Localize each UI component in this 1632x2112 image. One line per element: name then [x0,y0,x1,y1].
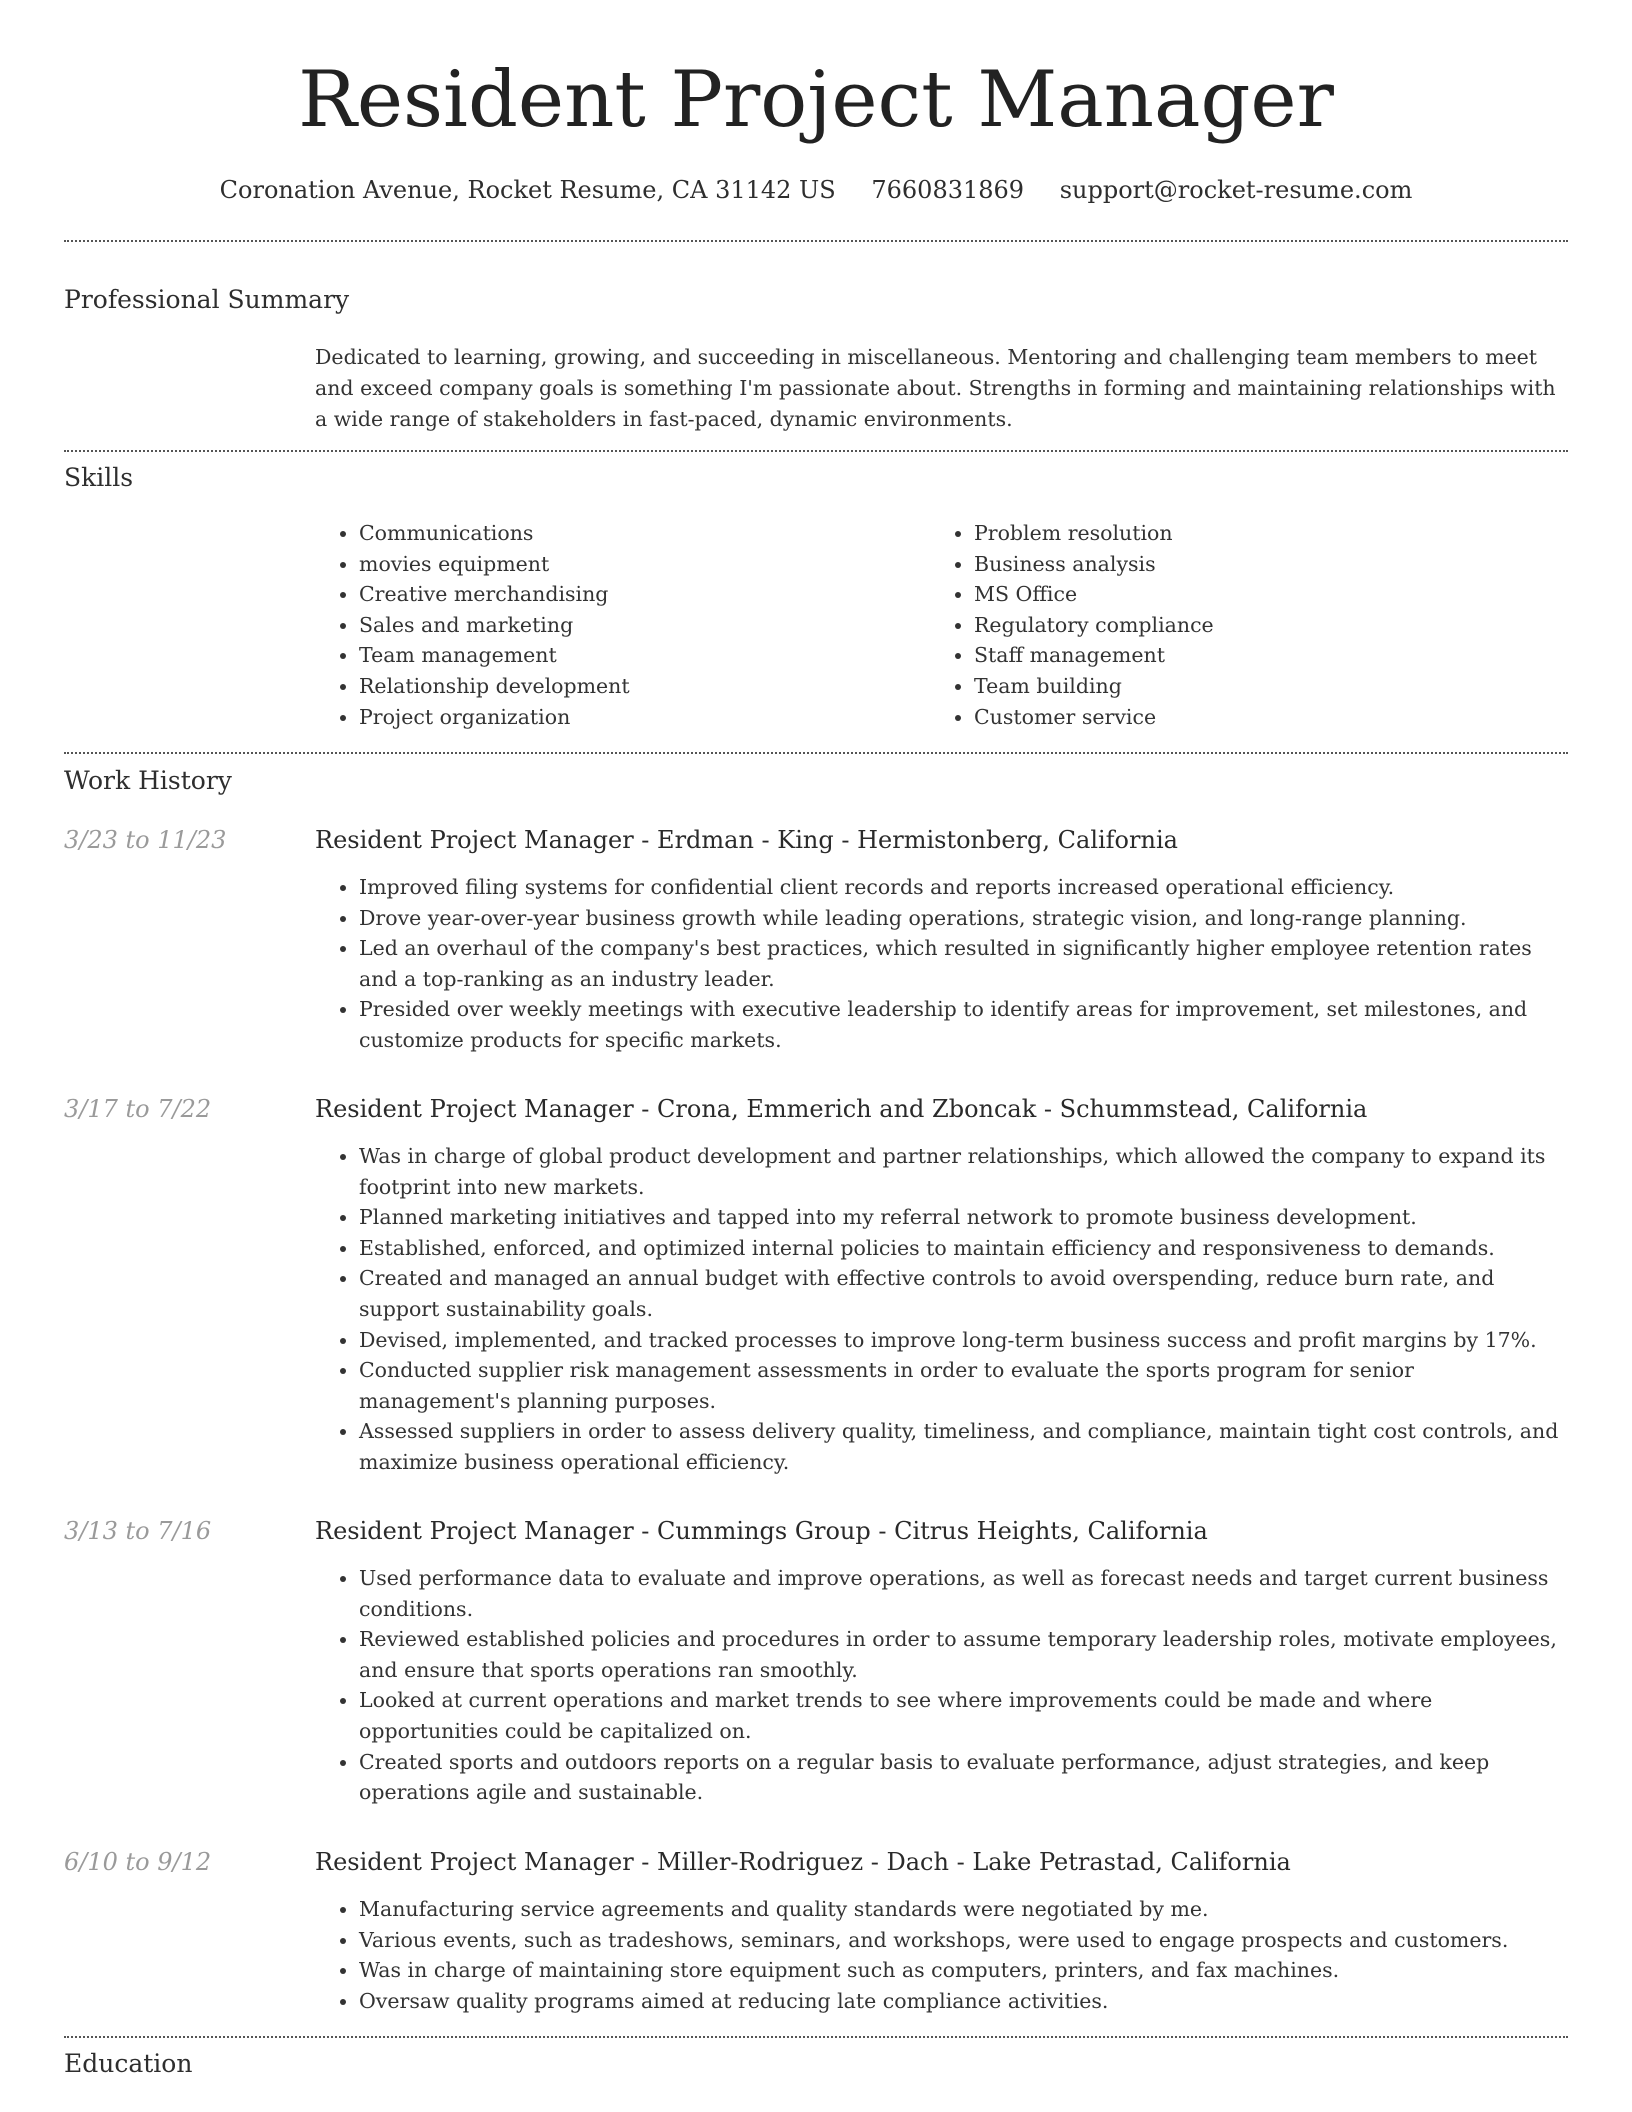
job-bullets [315,1141,1568,1478]
job-bullet: • Used performance data to evaluate and improve operations, as well as forecast needs and target current business conditions. [359,1563,1568,1624]
job-bullet: • Reviewed established policies and procedures in order to assume temporary leadership roles, motivate employees, and ensure that sports operations ran smoothly. [359,1624,1568,1685]
contact-line [64,170,1568,210]
job-bullet: • Created sports and outdoors reports on a regular basis to evaluate performance, adjust strategies, and keep operations agile and sustainable. [359,1747,1568,1808]
skill-item: • Communications [359,518,630,549]
skill-item: • Relationship development [359,671,630,702]
skill-item: • Sales and marketing [359,610,630,641]
education-heading: Education [64,2049,193,2078]
contact-phone: 7660831869 [871,176,1025,204]
job-bullet: • Drove year-over-year business growth while leading operations, strategic vision, and long-range planning. [359,903,1568,934]
skills-heading: Skills [64,463,134,492]
skill-item: • Problem resolution [974,518,1214,549]
section-divider [64,240,1568,242]
work-history-heading: Work History [64,766,232,795]
job-bullet: • Was in charge of maintaining store equipment such as computers, printers, and fax machines. [359,1955,1568,1986]
job-bullet: • Various events, such as tradeshows, seminars, and workshops, were used to engage prospects and customers. [359,1925,1568,1956]
skills-column-2 [930,518,1214,732]
job-title: Resident Project Manager - Crona, Emmerich and Zboncak - Schummstead, California [315,1095,1368,1123]
job-bullets [315,1563,1568,1808]
job-title: Resident Project Manager - Cummings Group - Citrus Heights, California [315,1517,1208,1545]
job-bullet: • Conducted supplier risk management assessments in order to evaluate the sports program for senior management's planning purposes. [359,1355,1568,1416]
job-bullet: • Manufacturing service agreements and quality standards were negotiated by me. [359,1894,1568,1925]
job-bullet: • Devised, implemented, and tracked processes to improve long-term business success and profit margins by 17%. [359,1325,1568,1356]
skills-list [315,518,1568,732]
job-dates: 3/13 to 7/16 [64,1517,212,1545]
section-divider [64,752,1568,754]
skill-item: • Regulatory compliance [974,610,1214,641]
job-bullet: • Assessed suppliers in order to assess delivery quality, timeliness, and compliance, maintain tight cost controls, and maximize business operational efficiency. [359,1416,1568,1477]
job-title: Resident Project Manager - Erdman - King - Hermistonberg, California [315,826,1178,854]
job-bullet: • Created and managed an annual budget with effective controls to avoid overspending, reduce burn rate, and support sustainability goals. [359,1263,1568,1324]
skill-item: • movies equipment [359,549,630,580]
contact-email: support@rocket-resume.com [1059,176,1413,204]
job-bullet: • Established, enforced, and optimized internal policies to maintain efficiency and responsiveness to demands. [359,1233,1568,1264]
summary-heading: Professional Summary [64,285,350,314]
job-bullet: • Was in charge of global product development and partner relationships, which allowed the company to expand its footprint into new markets. [359,1141,1568,1202]
job-bullet: • Presided over weekly meetings with executive leadership to identify areas for improvement, set milestones, and customize products for specific markets. [359,994,1568,1055]
job-bullet: • Improved filing systems for confidential client records and reports increased operational efficiency. [359,872,1568,903]
job-bullet: • Planned marketing initiatives and tapped into my referral network to promote business development. [359,1202,1568,1233]
skill-item: • Business analysis [974,549,1214,580]
skills-column-1 [315,518,630,732]
skill-item: • Staff management [974,640,1214,671]
candidate-name: Resident Project Manager [298,55,1334,145]
skill-item: • Customer service [974,702,1214,733]
skill-item: • MS Office [974,579,1214,610]
job-bullet: • Led an overhaul of the company's best practices, which resulted in significantly higher employee retention rates and a top-ranking as an industry leader. [359,933,1568,994]
job-dates: 3/17 to 7/22 [64,1095,212,1123]
skill-item: • Team management [359,640,630,671]
skill-item: • Team building [974,671,1214,702]
job-dates: 6/10 to 9/12 [64,1848,212,1876]
skill-item: • Project organization [359,702,630,733]
skill-item: • Creative merchandising [359,579,630,610]
contact-address: Coronation Avenue, Rocket Resume, CA 31142 US [219,176,836,204]
job-bullet: • Looked at current operations and market trends to see where improvements could be made and where opportunities could be capitalized on. [359,1685,1568,1746]
summary-text: Dedicated to learning, growing, and succeeding in miscellaneous. Mentoring and challenging team members to meet and exceed company goals is something I'm passionate about. Strengths in forming and maintaining relationships with a wide range of stakeholders in fast-paced, dynamic environments. [315,345,1556,431]
job-title: Resident Project Manager - Miller-Rodriguez - Dach - Lake Petrastad, California [315,1848,1291,1876]
job-dates: 3/23 to 11/23 [64,826,227,854]
job-bullet: • Oversaw quality programs aimed at reducing late compliance activities. [359,1986,1568,2017]
job-bullets [315,872,1568,1056]
section-divider [64,450,1568,452]
section-divider [64,2036,1568,2038]
job-bullets [315,1894,1568,2016]
